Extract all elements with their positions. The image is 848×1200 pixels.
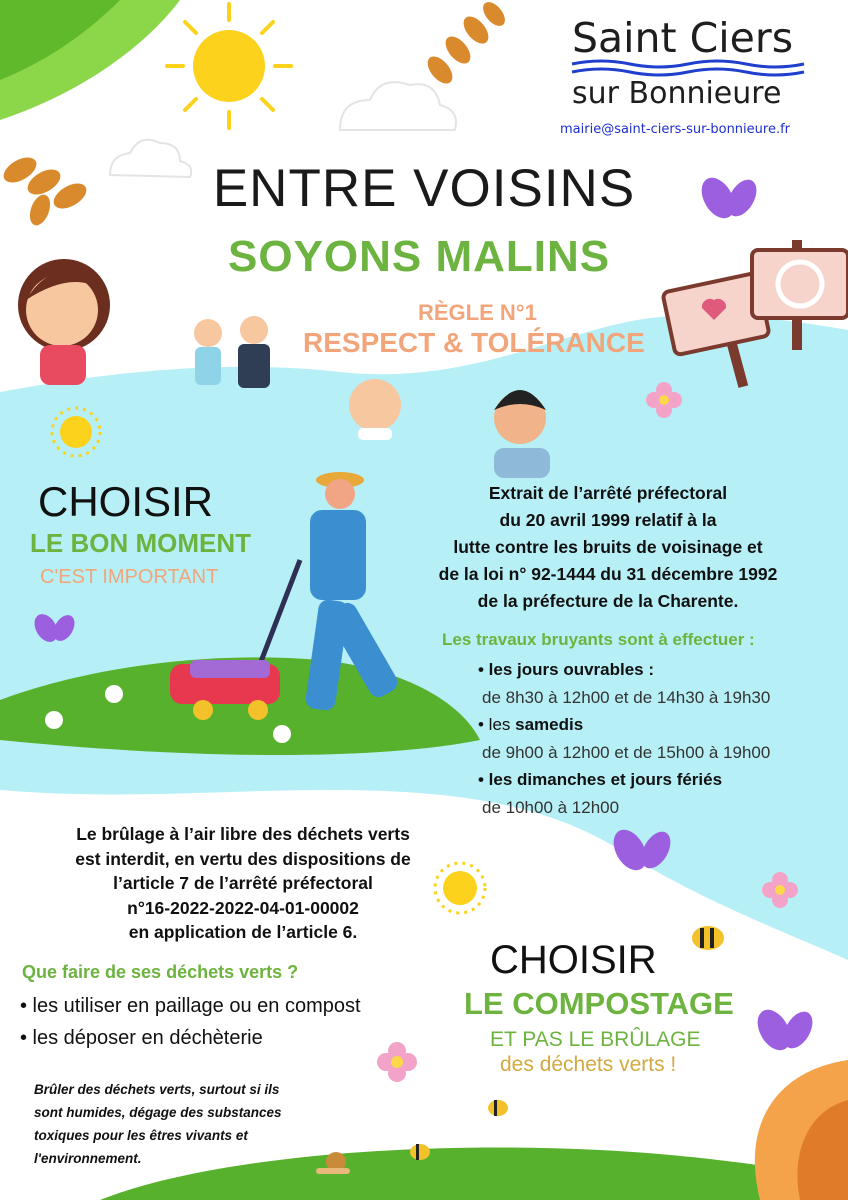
logo-subtitle: sur Bonnieure bbox=[572, 76, 782, 111]
brulage-line: est interdit, en vertu des dispositions de bbox=[75, 848, 411, 869]
butterfly-bottom bbox=[751, 1004, 819, 1056]
page-subtitle: SOYONS MALINS bbox=[228, 232, 611, 281]
brulage-line: Le brûlage à l’air libre des déchets verts bbox=[76, 824, 410, 844]
woman-illustration bbox=[18, 259, 110, 385]
wheat-branch-top bbox=[423, 0, 509, 88]
dechets-actions bbox=[20, 990, 361, 1054]
schedule-saturday-hours: de 9h00 à 12h00 et de 15h00 à 19h00 bbox=[482, 742, 771, 762]
warning-line: sont humides, dégage des substances bbox=[34, 1105, 282, 1120]
logo-email[interactable]: mairie@saint-ciers-sur-bonnieure.fr bbox=[560, 122, 791, 137]
schedule-weekdays-label: • les jours ouvrables : bbox=[478, 660, 655, 679]
schedule-sunday-label: • les dimanches et jours fériés bbox=[478, 770, 723, 789]
brulage-line: n°16-2022-2022-04-01-00002 bbox=[127, 897, 359, 918]
schedule-saturday-label bbox=[478, 711, 770, 739]
bee-1 bbox=[692, 926, 724, 950]
bee-3 bbox=[410, 1144, 430, 1160]
compostage-heading: LE COMPOSTAGE bbox=[464, 986, 734, 1021]
bee-2 bbox=[488, 1100, 508, 1116]
dechets-question: Que faire de ses déchets verts ? bbox=[22, 962, 299, 982]
brulage-line: l’article 7 de l’arrêté préfectoral bbox=[113, 873, 373, 893]
schedule-saturday-prefix: • les bbox=[478, 715, 516, 734]
dechets-action-item: • les utiliser en paillage ou en compost bbox=[20, 995, 361, 1017]
extrait-line: de la loi n° 92-1444 du 31 décembre 1992 bbox=[438, 564, 778, 584]
schedule-weekdays-hours: de 8h30 à 12h00 et de 14h30 à 19h30 bbox=[482, 687, 771, 707]
extrait-line: de la préfecture de la Charente. bbox=[477, 591, 739, 611]
flower-pink-3 bbox=[377, 1042, 417, 1082]
bon-moment-heading: LE BON MOMENT bbox=[30, 528, 251, 558]
brulage-block bbox=[12, 822, 474, 945]
warning-text bbox=[34, 1078, 354, 1170]
extrait-block bbox=[384, 480, 832, 615]
logo-title: Saint Ciers bbox=[572, 14, 794, 62]
warning-line: Brûler des déchets verts, surtout si ils bbox=[34, 1082, 280, 1097]
brulage-line: en application de l’article 6. bbox=[128, 922, 358, 942]
choisir-heading-2: CHOISIR bbox=[490, 938, 657, 982]
rule-number: RÈGLE N°1 bbox=[418, 300, 537, 325]
dechets-verts-text: des déchets verts ! bbox=[500, 1053, 677, 1076]
logo-waves bbox=[572, 61, 804, 75]
extrait-line: Extrait de l’arrêté préfectoral bbox=[488, 483, 728, 503]
travaux-title: Les travaux bruyants sont à effectuer : bbox=[442, 630, 755, 649]
schedule-saturday-word: samedis bbox=[515, 715, 584, 734]
extrait-line: lutte contre les bruits de voisinage et bbox=[453, 537, 763, 557]
choisir-heading-1: CHOISIR bbox=[38, 478, 214, 525]
warning-line: toxiques pour les êtres vivants et bbox=[34, 1128, 248, 1143]
important-note: C'EST IMPORTANT bbox=[40, 566, 219, 588]
extrait-line: du 20 avril 1999 relatif à la bbox=[499, 510, 717, 530]
dechets-action-item: • les déposer en déchèterie bbox=[20, 1027, 263, 1049]
page-title: ENTRE VOISINS bbox=[212, 159, 636, 218]
schedule-list bbox=[478, 656, 770, 821]
warning-line: l'environnement. bbox=[34, 1151, 142, 1166]
rule-text: RESPECT & TOLÉRANCE bbox=[303, 327, 645, 358]
pas-le-brulage: ET PAS LE BRÛLAGE bbox=[490, 1028, 701, 1051]
sun-top bbox=[167, 4, 291, 128]
schedule-sunday-hours: de 10h00 à 12h00 bbox=[482, 797, 620, 817]
cloud-1 bbox=[340, 82, 456, 130]
